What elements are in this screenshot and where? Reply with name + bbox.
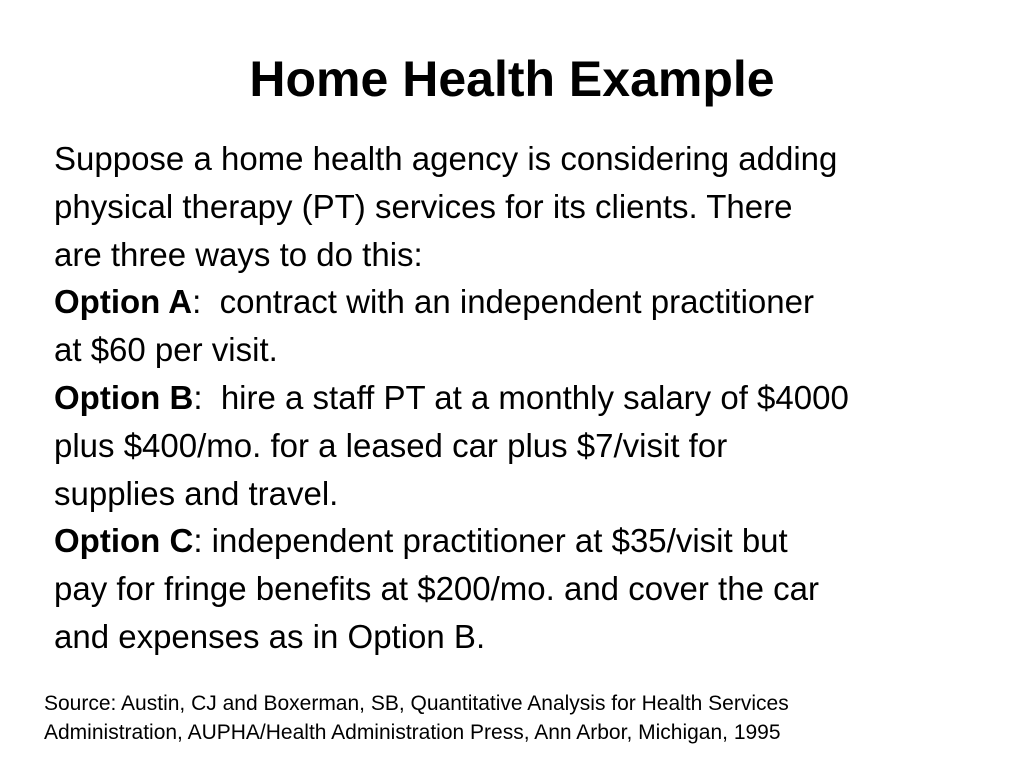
- slide-body: [54, 135, 1019, 661]
- option-a-line: [54, 278, 1019, 326]
- option-b-line: plus $400/mo. for a leased car plus $7/visit for: [54, 426, 728, 464]
- source-line: Source: Austin, CJ and Boxerman, SB, Quantitative Analysis for Health Services: [44, 692, 789, 715]
- option-c-line: and expenses as in Option B.: [54, 617, 486, 655]
- source-citation: [44, 689, 1004, 747]
- slide-title: Home Health Example: [249, 51, 775, 107]
- option-b-label: Option B: [54, 378, 194, 416]
- option-b-line: supplies and travel.: [54, 474, 339, 512]
- source-line: Administration, AUPHA/Health Administration Press, Ann Arbor, Michigan, 1995: [44, 721, 781, 744]
- option-b-line: [54, 374, 1019, 422]
- option-b-text: hire a staff PT at a monthly salary of $4000: [220, 378, 849, 416]
- option-c-line: pay for fringe benefits at $200/mo. and cover the car: [54, 570, 819, 608]
- intro-line: are three ways to do this:: [54, 235, 423, 273]
- option-c-separator: :: [193, 522, 212, 560]
- option-c-text: independent practitioner at $35/visit but: [211, 522, 788, 560]
- option-a-separator: :: [192, 283, 220, 321]
- option-a-line: at $60 per visit.: [54, 331, 278, 369]
- intro-line: physical therapy (PT) services for its clients. There: [54, 187, 793, 225]
- option-b-separator: :: [193, 378, 221, 416]
- option-c-line: [54, 517, 1019, 565]
- option-c-label: Option C: [54, 522, 194, 560]
- intro-line: Suppose a home health agency is considering adding: [54, 140, 838, 177]
- option-a-label: Option A: [54, 283, 193, 321]
- option-a-text: contract with an independent practitioner: [219, 283, 814, 321]
